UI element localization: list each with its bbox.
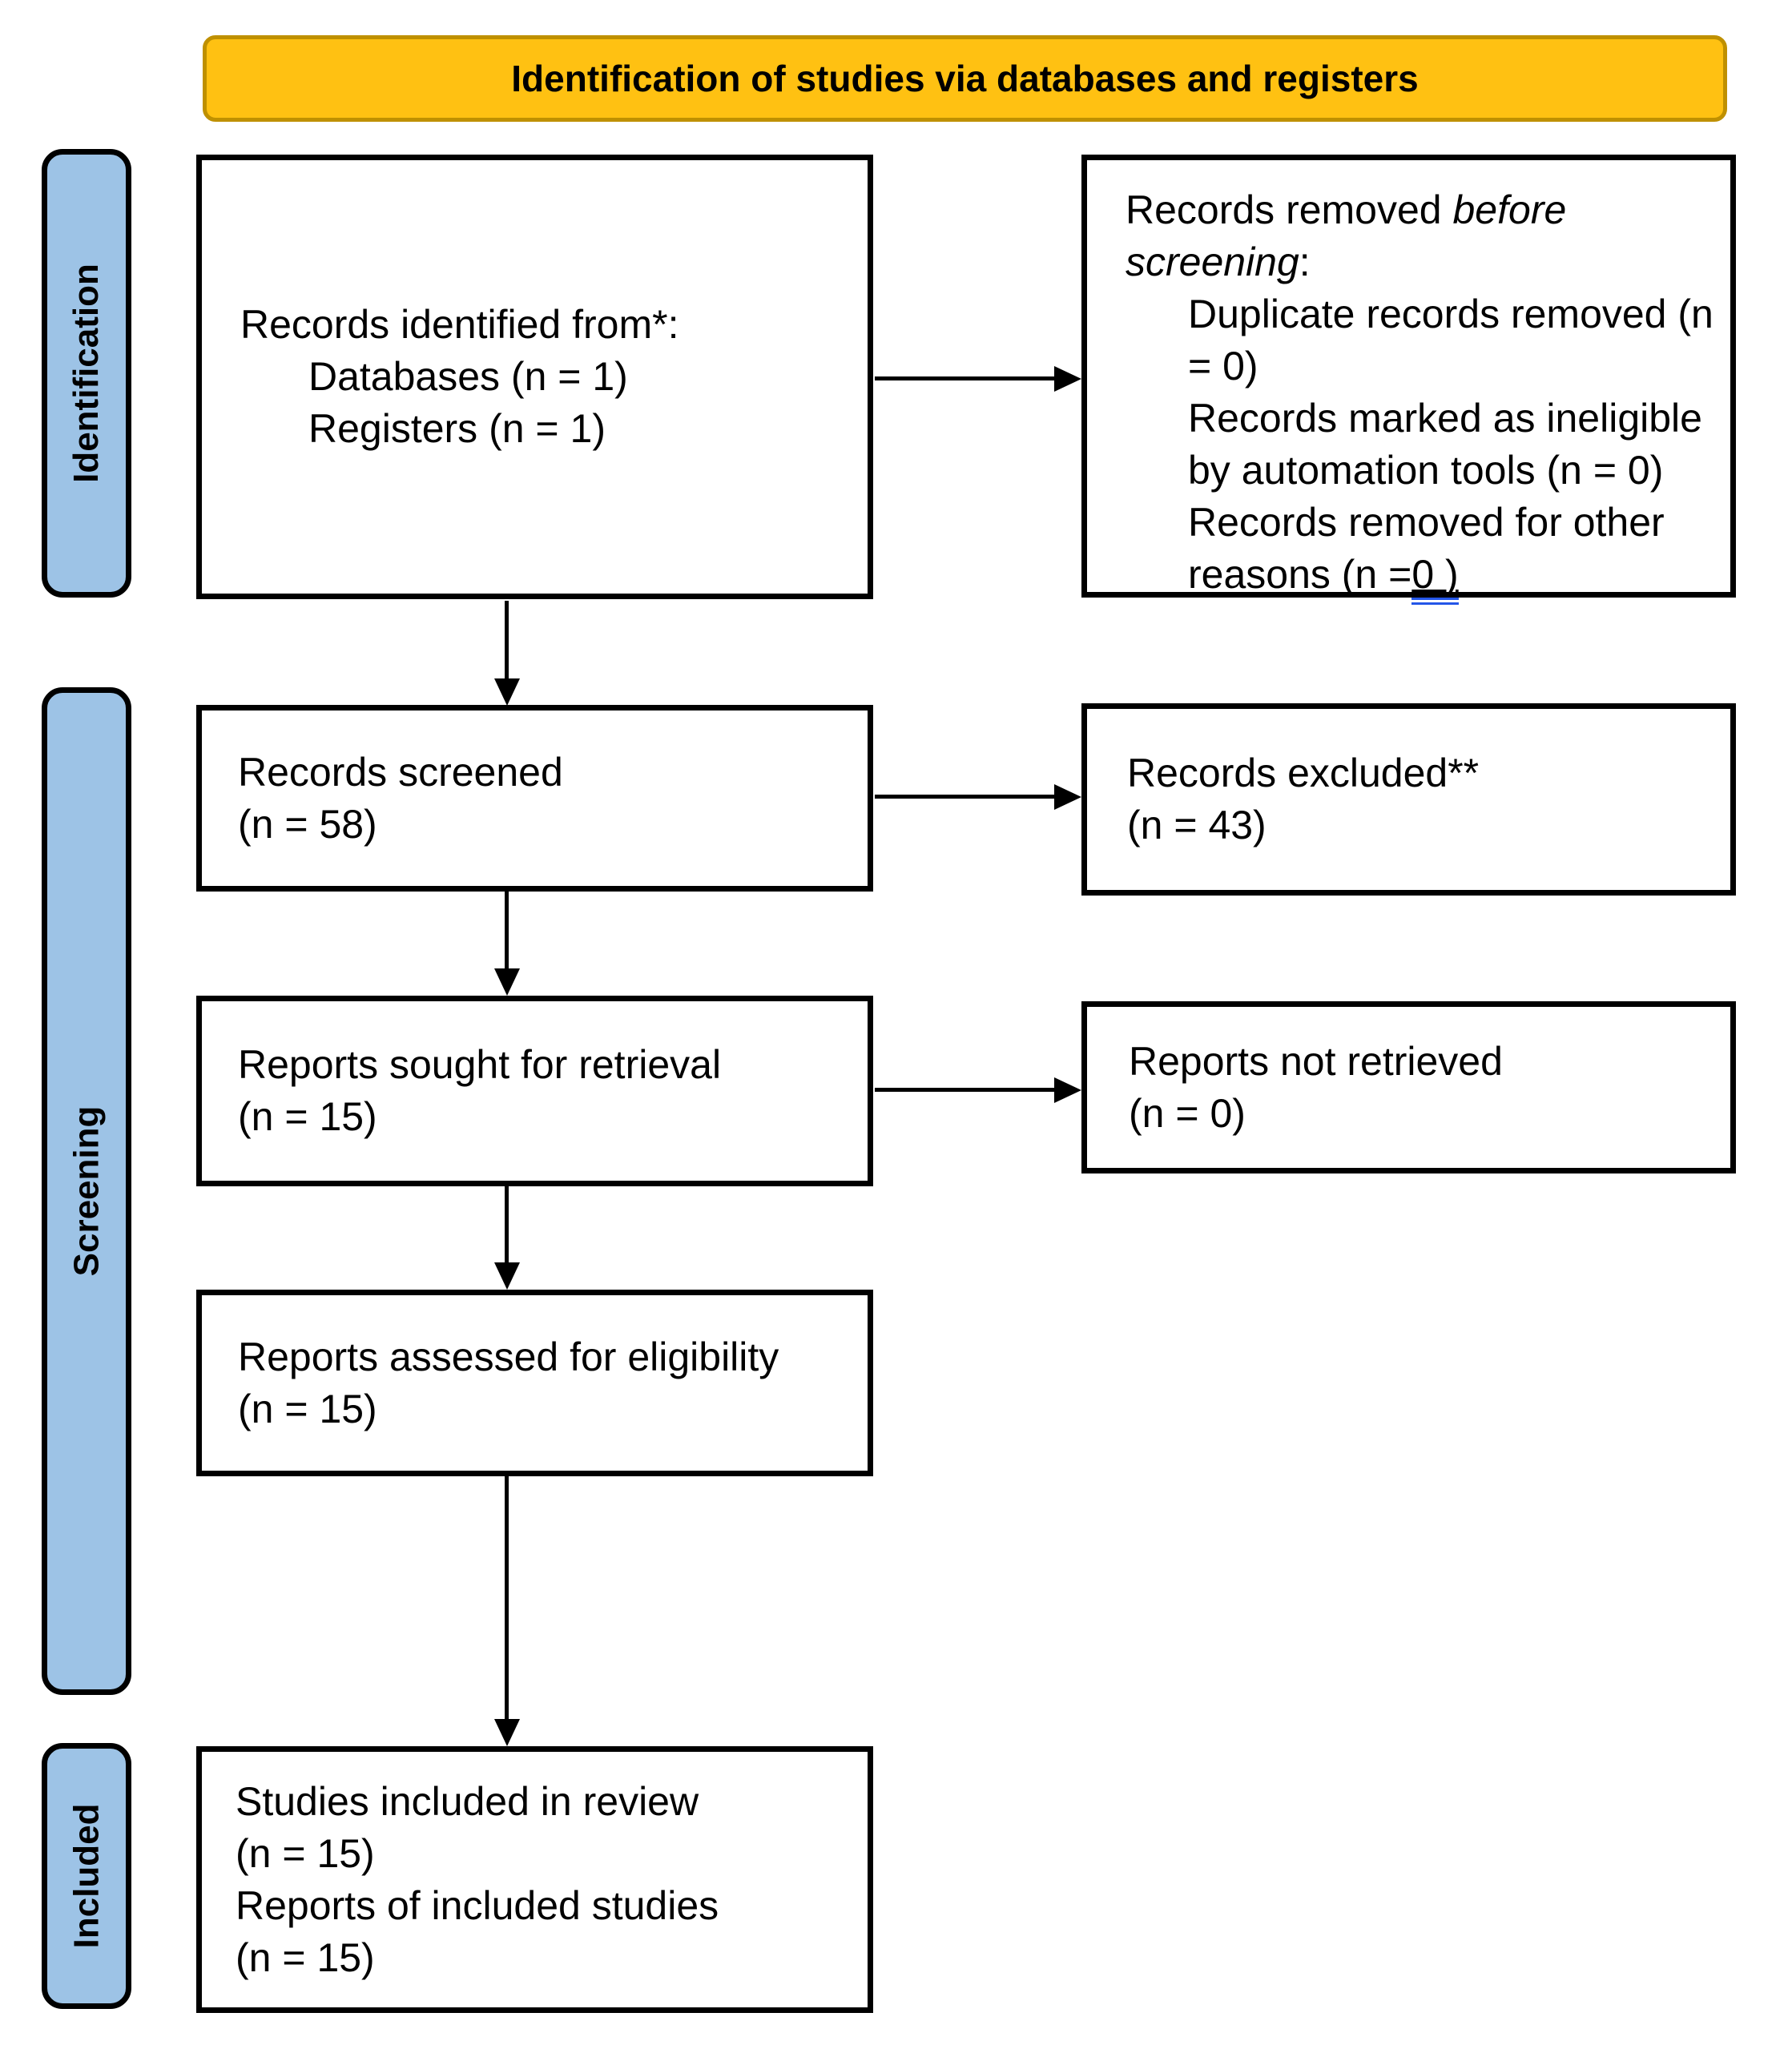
records-removed-heading-italic: before screening bbox=[1126, 187, 1567, 284]
arrow-screened-to-excluded bbox=[875, 795, 1054, 799]
reports-assessed-label: Reports assessed for eligibility bbox=[238, 1334, 779, 1379]
reports-sought-count: (n = 15) bbox=[238, 1094, 377, 1139]
records-removed-heading-colon: : bbox=[1299, 240, 1311, 284]
box-records-removed bbox=[1081, 155, 1736, 598]
records-screened-count: (n = 58) bbox=[238, 801, 377, 847]
records-removed-heading bbox=[1126, 184, 1724, 288]
records-removed-ineligible: Records marked as ineligible by automation tools (n = 0) bbox=[1188, 396, 1702, 493]
box-reports-assessed bbox=[196, 1290, 873, 1476]
stage-bar-included bbox=[42, 1743, 131, 2009]
records-identified-databases: Databases (n = 1) bbox=[308, 354, 628, 399]
arrow-assessed-to-included bbox=[505, 1476, 509, 1719]
stage-label-identification: Identification bbox=[66, 264, 106, 483]
diagram-title: Identification of studies via databases and registers bbox=[511, 58, 1419, 99]
stage-bar-screening bbox=[42, 687, 131, 1695]
box-studies-included bbox=[196, 1746, 873, 2013]
box-reports-not-retrieved bbox=[1081, 1001, 1736, 1173]
records-removed-heading-text: Records removed bbox=[1126, 187, 1453, 232]
arrow-sought-to-assessed bbox=[505, 1186, 509, 1262]
records-excluded-count: (n = 43) bbox=[1127, 803, 1266, 847]
records-identified-registers: Registers (n = 1) bbox=[308, 406, 606, 451]
reports-not-retrieved-label: Reports not retrieved bbox=[1129, 1038, 1503, 1084]
reports-sought-label: Reports sought for retrieval bbox=[238, 1042, 722, 1087]
arrow-identified-to-removed bbox=[875, 376, 1054, 380]
studies-included-count: (n = 15) bbox=[236, 1830, 375, 1876]
box-records-identified bbox=[196, 155, 873, 599]
records-removed-other-underlined-value: 0 ) bbox=[1411, 552, 1458, 605]
records-removed-other bbox=[1188, 497, 1724, 601]
records-identified-heading: Records identified from*: bbox=[240, 302, 679, 347]
arrow-identified-to-screened bbox=[505, 601, 509, 678]
stage-label-included: Included bbox=[66, 1803, 106, 1949]
diagram-title-banner bbox=[203, 35, 1727, 122]
records-screened-label: Records screened bbox=[238, 749, 563, 795]
records-removed-duplicates: Duplicate records removed (n = 0) bbox=[1188, 292, 1713, 388]
records-excluded-label: Records excluded** bbox=[1127, 751, 1480, 795]
stage-bar-identification bbox=[42, 149, 131, 598]
box-reports-sought bbox=[196, 996, 873, 1186]
stage-label-screening: Screening bbox=[66, 1105, 106, 1277]
reports-assessed-count: (n = 15) bbox=[238, 1386, 377, 1431]
box-records-excluded bbox=[1081, 703, 1736, 896]
reports-included-count: (n = 15) bbox=[236, 1934, 375, 1980]
reports-not-retrieved-count: (n = 0) bbox=[1129, 1090, 1246, 1136]
records-removed-other-text: Records removed for other reasons (n = bbox=[1188, 500, 1665, 597]
box-records-screened bbox=[196, 705, 873, 892]
arrow-sought-to-not-retrieved bbox=[875, 1088, 1054, 1092]
reports-included-label: Reports of included studies bbox=[236, 1882, 719, 1928]
studies-included-label: Studies included in review bbox=[236, 1778, 699, 1824]
arrow-screened-to-sought bbox=[505, 892, 509, 968]
